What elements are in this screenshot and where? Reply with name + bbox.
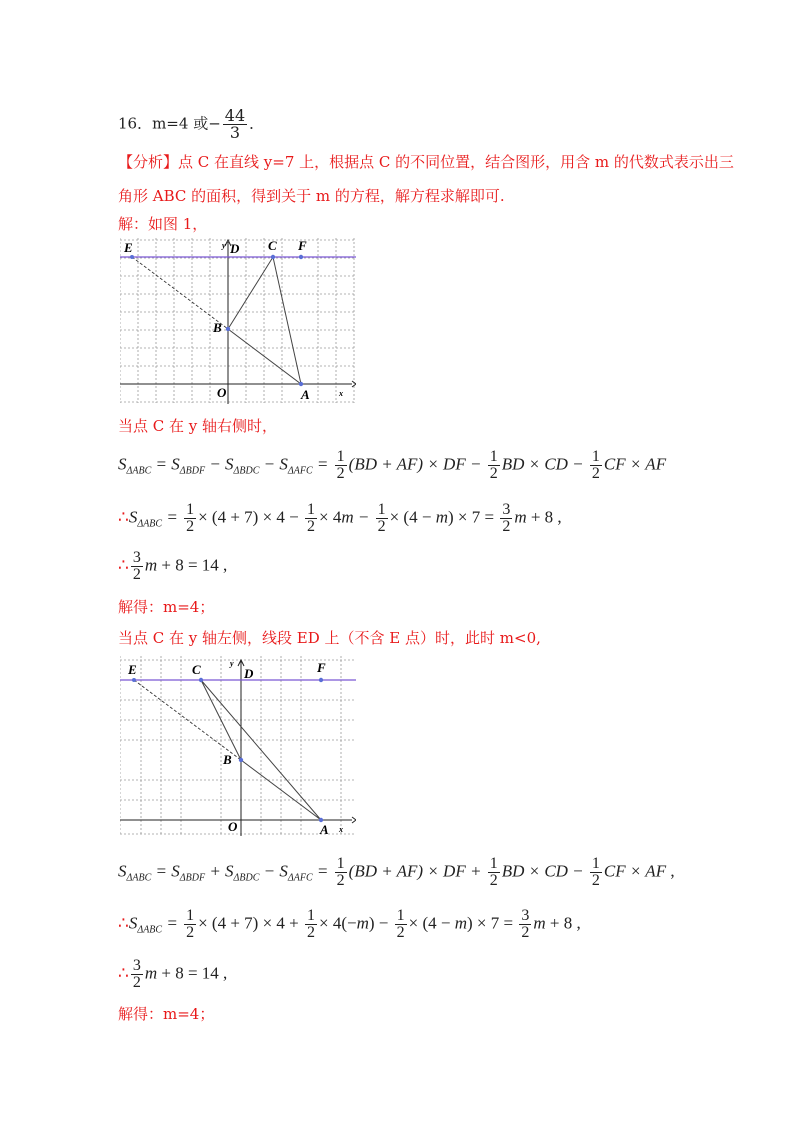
figure-2 (120, 656, 356, 838)
case1-formula-2: $\therefore S_{\Delta ABC}$ = $\frac{1}{2}$ × (4 + 7) × 4 − $\frac{1}{2}$ × 4m − $\frac{1}{2}$ × (4 − m) × 7 = $\frac{3}{2}$ m + 8 , (118, 501, 562, 535)
case1-result: 解得：m=4； (118, 598, 215, 616)
label-B: B (213, 320, 222, 335)
label-D: D (244, 666, 254, 681)
case2-formula-2: $\therefore S_{\Delta ABC}$ = $\frac{1}{2}$ × (4 + 7) × 4 + $\frac{1}{2}$ × 4(−m) − $\frac{1}{2}$ × (4 − m) × 7 = $\frac{3}{2}$ m + 8 , (118, 907, 581, 941)
figure-1-grid (120, 238, 356, 403)
label-O: O (228, 819, 238, 834)
point-B (239, 758, 243, 762)
point-B (226, 327, 230, 331)
segment-EB (132, 257, 228, 329)
therefore-symbol: ∴ (118, 555, 129, 576)
x-axis-arrow (352, 381, 356, 387)
label-E: E (128, 662, 137, 677)
therefore-symbol: ∴ (118, 963, 129, 984)
label-A: A (301, 387, 310, 402)
case2-formula-3: ∴ $\frac{3}{2}$ m + 8 = 14 , (118, 957, 228, 991)
answer-line (118, 108, 264, 141)
label-C: C (192, 662, 201, 677)
point-F (319, 678, 323, 682)
answer-label: 16．m=4 或 (118, 114, 209, 133)
answer-denominator: 3 (229, 123, 241, 142)
figure-1 (120, 238, 356, 408)
case2-result: 解得：m=4； (118, 1005, 215, 1023)
point-E (130, 255, 134, 259)
figure-2-grid (120, 656, 356, 836)
point-C (271, 255, 275, 259)
answer-numerator: 44 (224, 106, 246, 125)
label-C: C (268, 238, 277, 253)
case2-formula-1: $S_{\Delta ABC} = S_{\Delta BDF} + S_{\Delta BDC} - S_{\Delta AFC}$ = $\frac{1}{2}$ (BD + AF) × DF + $\frac{1}{2}$ BD × CD − $\frac{1}{2}$ CF × AF , (118, 855, 675, 889)
analysis-tag: 【分析】 (118, 153, 179, 171)
label-x: x (339, 389, 343, 398)
therefore-symbol: ∴ (118, 913, 129, 934)
label-O: O (217, 385, 227, 400)
answer-fraction (223, 108, 247, 141)
answer-end: ． (249, 114, 265, 133)
answer-neg: − (208, 114, 221, 133)
x-axis-arrow (352, 817, 356, 823)
label-A: A (320, 822, 329, 837)
point-C (199, 678, 203, 682)
analysis-line-1 (118, 152, 734, 172)
case1-heading: 当点 C 在 y 轴右侧时， (118, 417, 278, 435)
case1-formula-3: ∴ $\frac{3}{2}$ m + 8 = 14 , (118, 549, 228, 583)
label-D: D (230, 241, 240, 256)
analysis-line-2: 角形 ABC 的面积，得到关于 m 的方程，解方程求解即可. (118, 187, 505, 205)
solution-intro: 解：如图 1， (118, 215, 208, 233)
label-y: y (230, 659, 234, 668)
point-A (299, 382, 303, 386)
label-x: x (339, 825, 343, 834)
point-F (299, 255, 303, 259)
case2-heading: 当点 C 在 y 轴左侧，线段 ED 上（不含 E 点）时，此时 m<0, (118, 629, 541, 647)
point-E (132, 678, 136, 682)
label-B: B (223, 752, 232, 767)
label-F: F (317, 660, 326, 675)
analysis-text-1: 点 C 在直线 y=7 上，根据点 C 的不同位置，结合图形，用含 m 的代数式表示出三 (178, 153, 734, 171)
label-y: y (222, 241, 226, 250)
label-E: E (124, 240, 133, 255)
therefore-symbol: ∴ (118, 507, 129, 528)
label-F: F (298, 238, 307, 253)
case1-formula-1: $S_{\Delta ABC} = S_{\Delta BDF} - S_{\Delta BDC} - S_{\Delta AFC}$ = $\frac{1}{2}$ (BD + AF) × DF − $\frac{1}{2}$ BD × CD − $\frac{1}{2}$ CF × AF (118, 448, 667, 482)
